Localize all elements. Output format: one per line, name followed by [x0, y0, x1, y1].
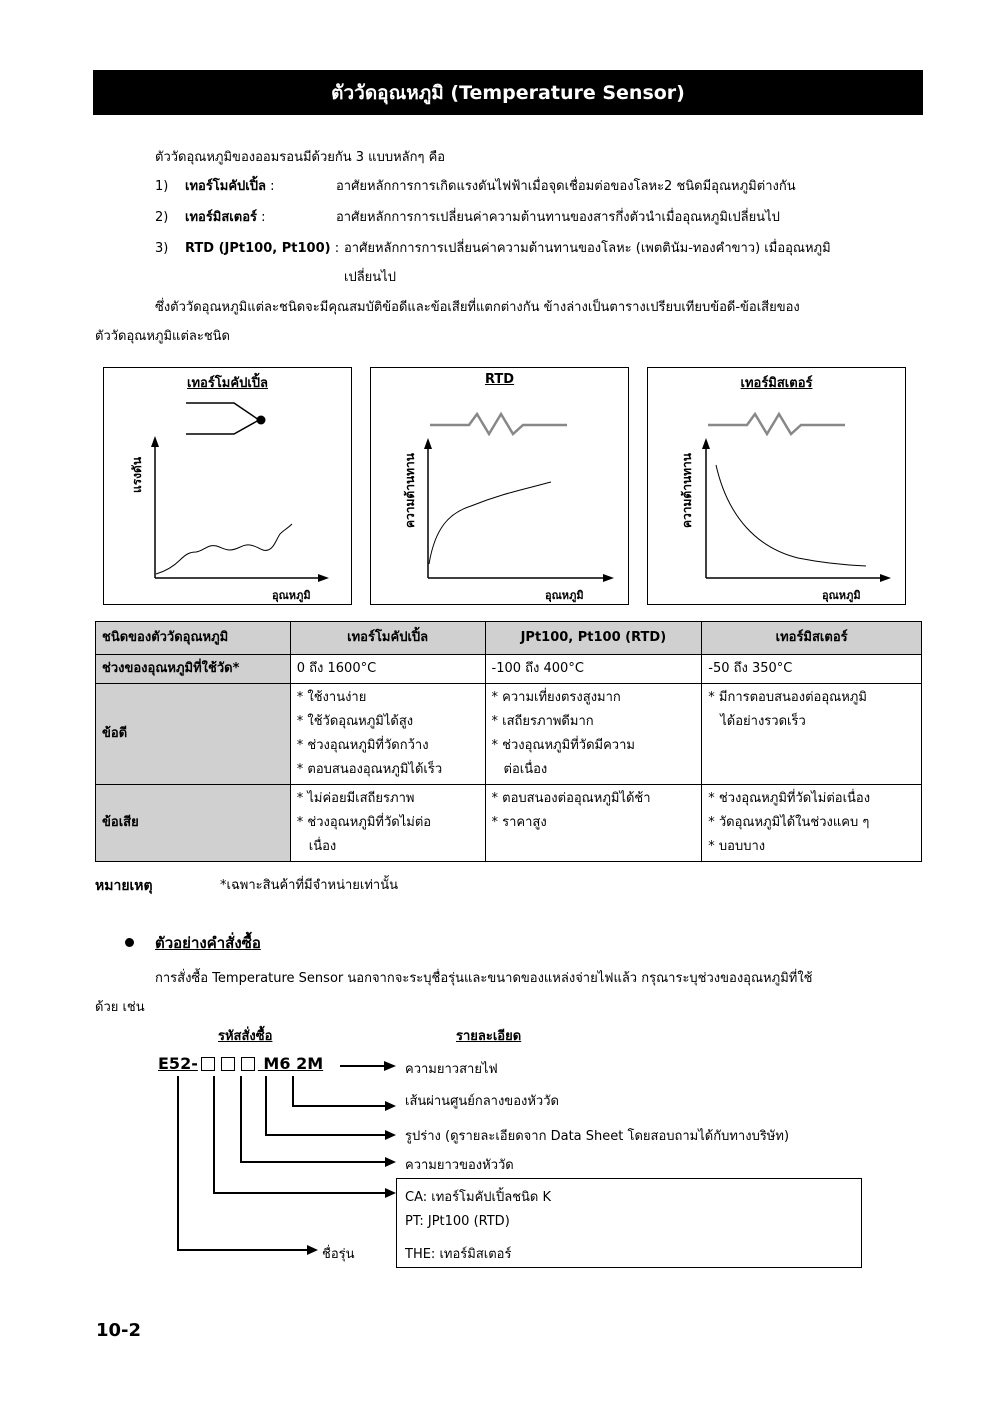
- order-heading: ตัวอย่างคำสั่งซื้อ: [155, 934, 261, 952]
- detail-shape: รูปร่าง (ดูรายละเอียดจาก Data Sheet โดยสอบถามได้กับทางบริษัท): [405, 1129, 790, 1144]
- list-item: * เสถียรภาพดีมาก: [491, 714, 594, 729]
- type-description-cont: เปลี่ยนไป: [344, 270, 396, 285]
- model-label: ชื่อรุ่น: [322, 1247, 355, 1262]
- page-number: 10-2: [96, 1320, 142, 1341]
- detail-probe-length: ความยาวของหัววัด: [405, 1158, 514, 1173]
- type-number: 1): [155, 179, 169, 194]
- detail-probe-diameter: เส้นผ่านศูนย์กลางของหัววัด: [405, 1094, 559, 1109]
- list-item: * ใช้งานง่าย: [296, 690, 367, 705]
- detail-cable-length: ความยาวสายไฟ: [405, 1062, 498, 1077]
- table-header: ชนิดของตัววัดอุณหภูมิ: [96, 622, 291, 655]
- list-item: * ตอบสนองอุณหภูมิได้เร็ว: [296, 762, 443, 777]
- type-description: อาศัยหลักการการเปลี่ยนค่าความต้านทานของสารกึ่งตัวนำเมื่ออุณหภูมิเปลี่ยนไป: [336, 210, 780, 225]
- x-axis-label: อุณหภูมิ: [545, 589, 584, 602]
- code-mid: M6: [263, 1054, 291, 1073]
- order-intro-cont: ด้วย เช่น: [95, 1000, 145, 1015]
- type-name: เทอร์โมคัปเปิ้ล :: [185, 179, 275, 194]
- x-axis-label: อุณหภูมิ: [272, 589, 311, 602]
- note-label: หมายเหตุ: [95, 878, 153, 894]
- code-prefix: E52-: [158, 1054, 198, 1073]
- range-cell: -100 ถึง 400°C: [485, 655, 702, 684]
- range-cell: 0 ถึง 1600°C: [290, 655, 485, 684]
- model-the: THE: เทอร์มิสเตอร์: [405, 1247, 512, 1262]
- page-title: ตัววัดอุณหภูมิ (Temperature Sensor): [93, 70, 923, 115]
- panel-title: เทอร์มิสเตอร์: [740, 376, 813, 391]
- y-axis-label: ความต้านทาน: [403, 453, 417, 528]
- type-number: 2): [155, 210, 169, 225]
- model-pt: PT: JPt100 (RTD): [405, 1214, 510, 1229]
- panel-title: RTD: [484, 372, 515, 387]
- table-header: เทอร์มิสเตอร์: [702, 622, 922, 655]
- list-item: * ใช้วัดอุณหภูมิได้สูง: [296, 714, 414, 729]
- table-header: JPt100, Pt100 (RTD): [485, 622, 702, 655]
- intro-text: ตัววัดอุณหภูมิของออมรอนมีด้วยกัน 3 แบบหลักๆ คือ: [155, 150, 446, 165]
- cons-label: ข้อเสีย: [96, 785, 291, 862]
- list-item: * มีการตอบสนองต่ออุณหภูมิ: [708, 690, 867, 705]
- list-item: * บอบบาง: [708, 839, 766, 854]
- summary-text: ซึ่งตัววัดอุณหภูมิแต่ละชนิดจะมีคุณสมบัติข้อดีและข้อเสียที่แตกต่างกัน ข้างล่างเป็นตารางเปรียบเทียบข้อดี-ข้อเสียของ: [155, 300, 800, 315]
- list-item: * ราคาสูง: [491, 815, 547, 830]
- order-intro: การสั่งซื้อ Temperature Sensor นอกจากจะระบุชื่อรุ่นและขนาดของแหล่งจ่ายไฟแล้ว กรุณาระบุช่วงของอุณหภูมิที่ใช้: [155, 971, 813, 986]
- list-item: * ช่วงอุณหภูมิที่วัดมีความ: [491, 738, 635, 753]
- type-number: 3): [155, 241, 169, 256]
- list-item: ได้อย่างรวดเร็ว: [720, 714, 806, 729]
- note-text: *เฉพาะสินค้าที่มีจำหน่ายเท่านั้น: [220, 878, 398, 893]
- range-cell: -50 ถึง 350°C: [702, 655, 922, 684]
- list-item: * วัดอุณหภูมิได้ในช่วงแคบ ๆ: [708, 815, 870, 830]
- list-item: * ช่วงอุณหภูมิที่วัดไม่ต่อเนื่อง: [708, 791, 871, 806]
- y-axis-label: แรงดัน: [130, 456, 144, 493]
- list-item: * ช่วงอุณหภูมิที่วัดกว้าง: [296, 738, 429, 753]
- order-detail-header: รายละเอียด: [456, 1029, 522, 1044]
- order-code-header: รหัสสั่งซื้อ: [218, 1029, 273, 1044]
- list-item: * ไม่ค่อยมีเสถียรภาพ: [296, 791, 415, 806]
- list-item: * ช่วงอุณหภูมิที่วัดไม่ต่อ: [296, 815, 432, 830]
- type-name: RTD (JPt100, Pt100) :: [185, 241, 340, 256]
- list-item: ต่อเนื่อง: [503, 762, 548, 777]
- model-ca: CA: เทอร์โมคัปเปิ้ลชนิด K: [405, 1190, 552, 1205]
- type-name: เทอร์มิสเตอร์ :: [185, 210, 266, 225]
- type-description: อาศัยหลักการการเปลี่ยนค่าความต้านทานของโลหะ (เพตตินัม-ทองคำขาว) เมื่ออุณหภูมิ: [344, 241, 831, 256]
- list-item: * ความเที่ยงตรงสูงมาก: [491, 690, 621, 705]
- x-axis-label: อุณหภูมิ: [822, 589, 861, 602]
- list-item: เนื่อง: [308, 839, 337, 854]
- list-item: * ตอบสนองต่ออุณหภูมิได้ช้า: [491, 791, 651, 806]
- panel-title: เทอร์โมคัปเปิ้ล: [187, 376, 268, 391]
- code-suffix: 2M: [296, 1054, 324, 1073]
- pros-label: ข้อดี: [96, 684, 291, 785]
- summary-text-cont: ตัววัดอุณหภูมิแต่ละชนิด: [95, 329, 230, 344]
- type-description: อาศัยหลักการการเกิดแรงดันไฟฟ้าเมื่อจุดเชื่อมต่อของโลหะ2 ชนิดมีอุณหภูมิต่างกัน: [336, 179, 796, 194]
- table-header: เทอร์โมคัปเปิ้ล: [290, 622, 485, 655]
- range-label: ช่วงของอุณหภูมิที่ใช้วัด*: [96, 655, 291, 684]
- y-axis-label: ความต้านทาน: [680, 453, 694, 528]
